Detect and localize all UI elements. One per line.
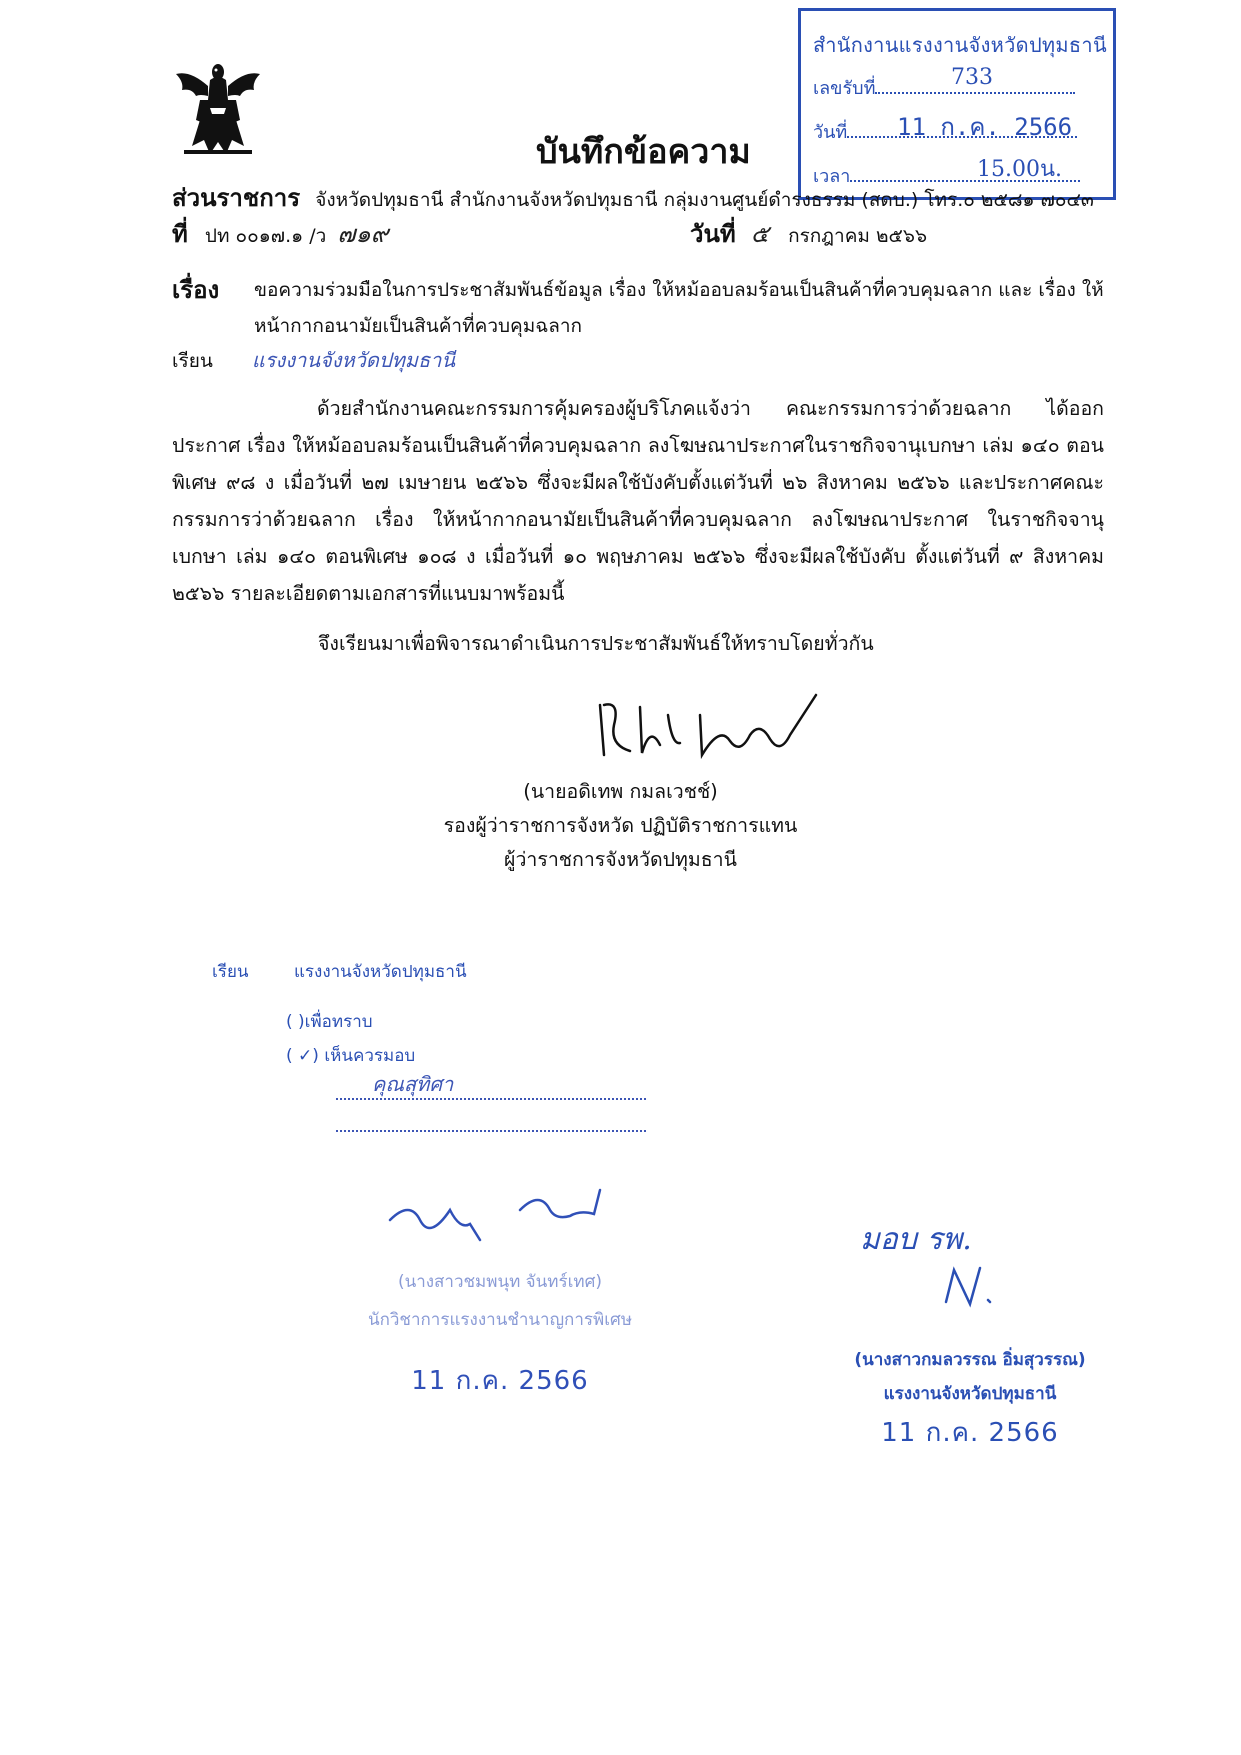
governor-signature bbox=[590, 685, 830, 775]
assign-line-2 bbox=[336, 1130, 646, 1132]
subject-text: ขอความร่วมมือในการประชาสัมพันธ์ข้อมูล เรื่อง ให้หม้ออบลมร้อนเป็นสินค้าที่ควบคุมฉลาก และ เรื่อง ให้หน้ากากอนามัยเป็นสินค้าที่ควบคุมฉลาก bbox=[254, 279, 1104, 337]
officer1-signature bbox=[380, 1180, 620, 1260]
document-number: ปท ๐๐๑๗.๑ /ว bbox=[204, 225, 327, 247]
document-date-day: ๕ bbox=[750, 220, 769, 248]
subject-label: เรื่อง bbox=[172, 276, 220, 304]
annotation-to-label: เรียน bbox=[212, 962, 249, 982]
received-stamp bbox=[798, 8, 1116, 200]
signer-name: (นายอดิเทพ กมลเวชช์) bbox=[523, 780, 718, 803]
memo-body bbox=[172, 390, 1104, 612]
officer1-name: (นางสาวชมพนุท จันทร์เทศ) bbox=[397, 1272, 603, 1292]
garuda-emblem-icon bbox=[170, 60, 266, 160]
stamp-number-row bbox=[813, 73, 1075, 102]
officer2-note: มอบ รพ. bbox=[860, 1222, 972, 1257]
officer2-name: (นางสาวกมลวรรณ อิ่มสุวรรณ) bbox=[854, 1350, 1086, 1370]
signer-position: รองผู้ว่าราชการจังหวัด ปฏิบัติราชการแทน bbox=[443, 814, 798, 837]
document-date-row bbox=[690, 214, 927, 253]
document-date-label: วันที่ bbox=[690, 220, 736, 248]
body-paragraph: ด้วยสำนักงานคณะกรรมการคุ้มครองผู้บริโภคแจ้งว่า คณะกรรมการว่าด้วยฉลาก ได้ออกประกาศ เรื่อง ให้หม้ออบลมร้อนเป็นสินค้าที่ควบคุมฉลาก ลงโฆษณาประกาศในราชกิจจานุเบกษา เล่ม ๑๔๐ ตอนพิเศษ ๙๘ ง เมื่อวันที่ ๒๗ เมษายน ๒๕๖๖ ซึ่งจะมีผลใช้บังคับตั้งแต่วันที่ ๒๖ สิงหาคม ๒๕๖๖ และประกาศคณะกรรมการว่าด้วยฉลาก เรื่อง ให้หน้ากากอนามัยเป็นสินค้าที่ควบคุมฉลาก ลงโฆษณาประกาศ ในราชกิจจานุเบกษา เล่ม ๑๔๐ ตอนพิเศษ ๑๐๘ ง เมื่อวันที่ ๑๐ พฤษภาคม ๒๕๖๖ ซึ่งจะมีผลใช้บังคับ ตั้งแต่วันที่ ๙ สิงหาคม ๒๕๖๖ รายละเอียดตามเอกสารที่แนบมาพร้อมนี้ bbox=[172, 397, 1104, 605]
department-row bbox=[172, 178, 1094, 217]
annotation-recipient-row bbox=[212, 958, 467, 985]
recipient-handwritten: แรงงานจังหวัดปทุมธานี bbox=[251, 348, 456, 372]
stamp-number: 733 bbox=[951, 65, 993, 90]
subject-row bbox=[172, 270, 1122, 337]
recipient-row bbox=[172, 344, 455, 376]
option-for-acknowledge: ( )เพื่อทราบ bbox=[286, 1012, 373, 1032]
document-number-handwritten: ๗๑๙ bbox=[337, 220, 389, 248]
stamp-time: 15.00น. bbox=[977, 157, 1063, 182]
officer1-date-stamp: 11 ก.ค. 2566 bbox=[411, 1366, 589, 1396]
stamp-office: สำนักงานแรงงานจังหวัดปทุมธานี bbox=[813, 33, 1107, 57]
signer-position-2: ผู้ว่าราชการจังหวัดปทุมธานี bbox=[504, 848, 737, 871]
assignee-handwritten: คุณสุทิศา bbox=[372, 1072, 454, 1096]
stamp-date-label: วันที่ bbox=[813, 122, 848, 143]
memo-title: บันทึกข้อความ bbox=[536, 132, 751, 172]
document-date-rest: กรกฎาคม ๒๕๖๖ bbox=[788, 225, 927, 247]
stamp-number-label: เลขรับที่ bbox=[813, 78, 876, 99]
document-number-label: ที่ bbox=[172, 220, 188, 248]
officer2-date-stamp: 11 ก.ค. 2566 bbox=[881, 1418, 1059, 1448]
department-text: จังหวัดปทุมธานี สำนักงานจังหวัดปทุมธานี กลุ่มงานศูนย์ดำรงธรรม (สดบ.) โทร.๐ ๒๕๘๑ ๗๐๔๓ bbox=[315, 189, 1094, 211]
closing-text: จึงเรียนมาเพื่อพิจารณาดำเนินการประชาสัมพันธ์ให้ทราบโดยทั่วกัน bbox=[318, 632, 874, 655]
stamp-date: 11 ก.ค. 2566 bbox=[897, 113, 1073, 141]
document-number-row bbox=[172, 214, 388, 253]
option-assign: ( ✓) เห็นควรมอบ bbox=[286, 1046, 416, 1066]
officer2-position: แรงงานจังหวัดปทุมธานี bbox=[883, 1384, 1057, 1404]
annotation-to: แรงงานจังหวัดปทุมธานี bbox=[293, 962, 467, 982]
stamp-time-label: เวลา bbox=[813, 166, 851, 187]
officer2-signature bbox=[940, 1262, 1000, 1312]
officer1-position: นักวิชาการแรงงานชำนาญการพิเศษ bbox=[367, 1310, 633, 1330]
department-label: ส่วนราชการ bbox=[172, 184, 301, 212]
recipient-label: เรียน bbox=[172, 350, 213, 372]
